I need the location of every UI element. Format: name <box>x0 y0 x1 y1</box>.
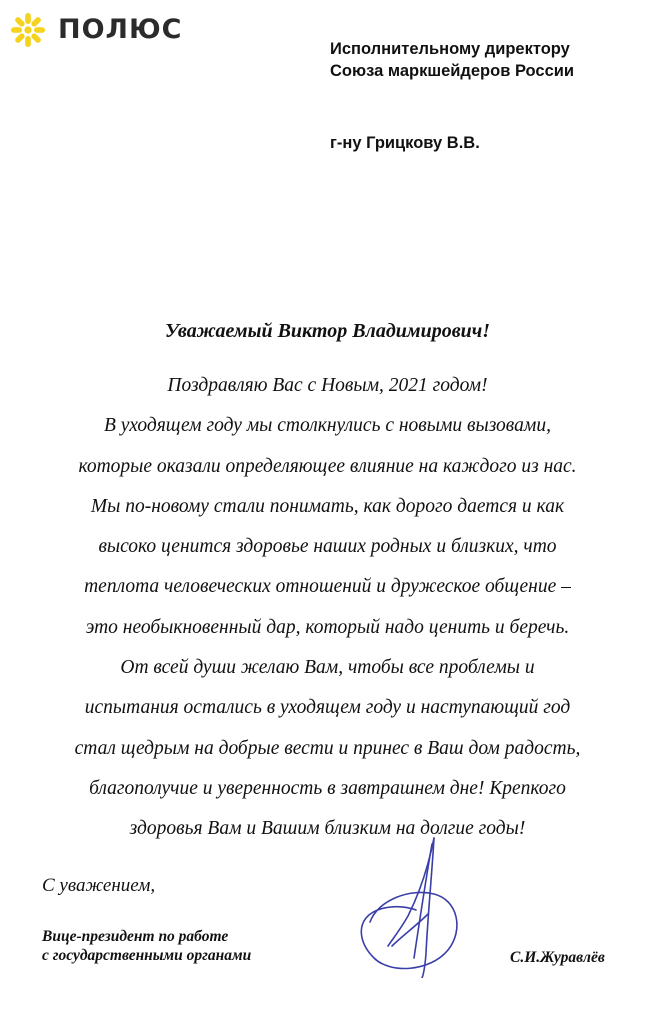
handwritten-signature-icon <box>330 818 480 978</box>
signer-position <box>42 927 251 965</box>
body-line: здоровья Вам и Вашим близким на долгие годы! <box>129 818 526 840</box>
body-line: От всей души желаю Вам, чтобы все проблемы и <box>120 657 535 679</box>
addressee-title-line-2: Союза маркшейдеров России <box>330 62 575 80</box>
addressee-name: г-ну Грицкову В.В. <box>330 134 480 152</box>
letter-body <box>20 366 635 850</box>
signer-position-line-1: Вице-президент по работе <box>42 928 229 945</box>
logo-wordmark: ПОЛЮС <box>58 14 183 45</box>
body-line: это необыкновенный дар, который надо ценить и беречь. <box>85 616 570 638</box>
signer-name: С.И.Журавлёв <box>510 949 605 966</box>
polyus-star-icon <box>8 10 48 50</box>
signer-position-line-2: с государственными органами <box>42 947 252 964</box>
body-line: В уходящем году мы столкнулись с новыми вызовами, <box>104 415 551 437</box>
body-line: Поздравляю Вас с Новым, 2021 годом! <box>167 375 488 396</box>
body-line: испытания остались в уходящем году и наступающий год <box>84 697 571 719</box>
body-line: стал щедрым на добрые вести и принес в Ваш дом радость, <box>74 737 581 759</box>
body-line: теплота человеческих отношений и дружеское общение – <box>84 576 571 598</box>
company-logo <box>8 10 188 50</box>
body-line: благополучие и уверенность в завтрашнем дне! Крепкого <box>89 777 566 799</box>
addressee-block <box>330 38 574 82</box>
body-line: Мы по-новому стали понимать, как дорого дается и как <box>90 495 565 517</box>
closing-phrase: С уважением, <box>42 875 156 896</box>
addressee-title-line-1: Исполнительному директору <box>330 40 570 58</box>
salutation: Уважаемый Виктор Владимирович! <box>164 320 491 342</box>
body-line: высоко ценится здоровье наших родных и близких, что <box>98 536 557 558</box>
body-line: которые оказали определяющее влияние на каждого из нас. <box>78 455 577 477</box>
